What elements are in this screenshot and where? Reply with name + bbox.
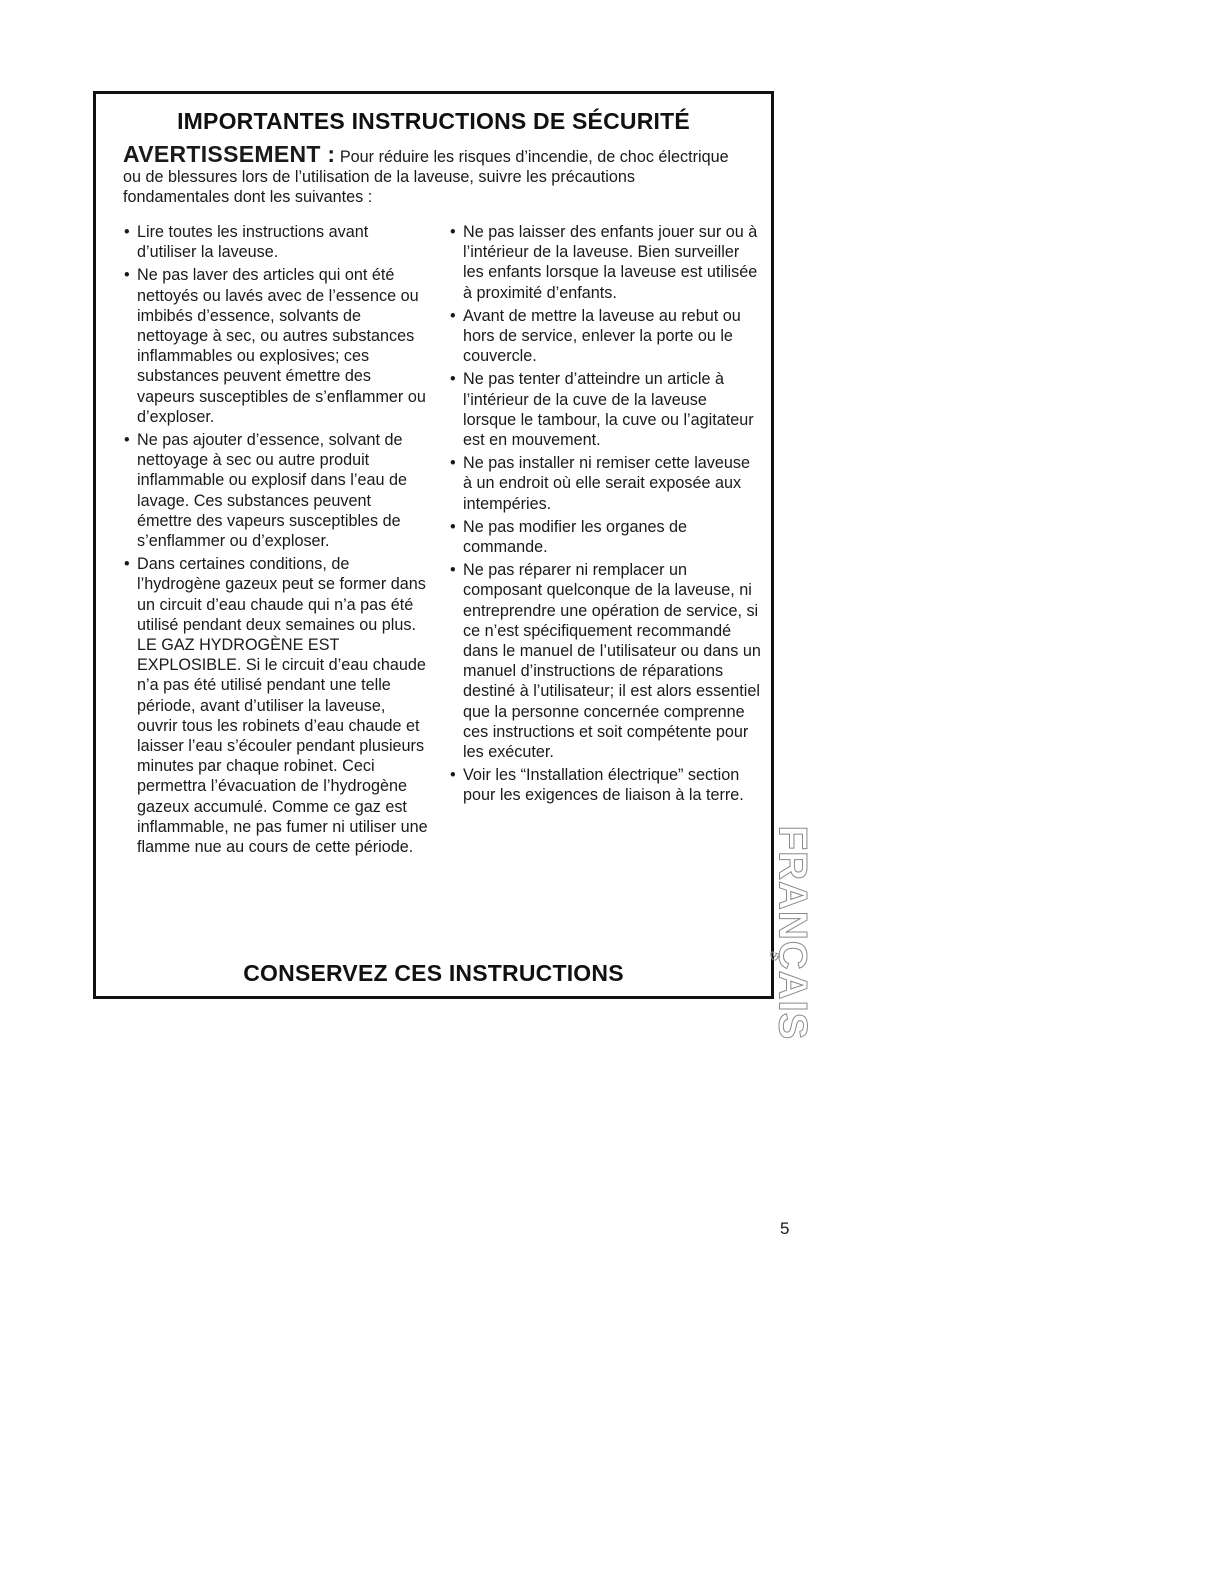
- list-item-text: Ne pas modifier les organes de commande.: [463, 517, 688, 557]
- bullet-icon: •: [450, 370, 456, 389]
- warning-text: Pour réduire les risques d’incendie, de choc électrique ou de blessures lors de l’utilisation de la laveuse, suivre les précautions fondamentales dont les suivantes :: [123, 148, 729, 206]
- list-item: [123, 430, 428, 551]
- list-item: [449, 306, 761, 367]
- list-item-text: Ne pas réparer ni remplacer un composant quelconque de la laveuse, ni entreprendre une opération de service, si ce n’est spécifiquement recommandé dans le manuel de l’utilisateur ou dans un manuel d’instructions de réparations destiné à l’utilisateur; il est alors essentiel que la personne concernée comprenne ces instructions et soit compétente pour les exécuter.: [463, 561, 761, 762]
- bullet-icon: •: [450, 766, 456, 785]
- bullet-icon: •: [124, 223, 130, 241]
- bullet-icon: •: [124, 555, 130, 574]
- list-item-text: Voir les “Installation électrique” section pour les exigences de liaison à la terre.: [463, 766, 744, 805]
- bullet-icon: •: [450, 561, 456, 580]
- right-instruction-list: [449, 222, 761, 809]
- list-item-text: Ne pas laisser des enfants jouer sur ou à l’intérieur de la laveuse. Bien surveiller les enfants lorsque la laveuse est utilisée à proximité d’enfants.: [463, 223, 758, 302]
- list-item-text: Dans certaines conditions, de l’hydrogène gazeux peut se former dans un circuit d’eau chaude qui n’a pas été utilisé pendant deux semaines ou plus. LE GAZ HYDROGÈNE EST EXPLOSIBLE. Si le circuit d’eau chaude n’a pas été utilisé pendant une telle période, avant d’utiliser la laveuse, ouvrir tous les robinets d’eau chaude et laisser l’eau s’écouler pendant plusieurs minutes par chaque robinet. Ceci permettra l’évacuation de l’hydrogène gazeux accumulé. Comme ce gaz est inflammable, ne pas fumer ni utiliser une flamme nue au cours de cette période.: [137, 555, 428, 857]
- list-item: [123, 554, 428, 857]
- list-item: [449, 453, 761, 514]
- bullet-icon: •: [450, 223, 456, 241]
- warning-intro: [123, 141, 743, 207]
- list-item-text: Ne pas tenter d’atteindre un article à l’intérieur de la cuve de la laveuse lorsque le tambour, la cuve ou l’agitateur est en mouvement.: [463, 370, 754, 450]
- list-item: [449, 517, 761, 557]
- left-instruction-list: [123, 222, 428, 860]
- box-title: IMPORTANTES INSTRUCTIONS DE SÉCURITÉ: [177, 108, 690, 134]
- language-tab-label: FRANÇAIS: [770, 825, 815, 1041]
- box-footer: CONSERVEZ CES INSTRUCTIONS: [243, 960, 624, 986]
- bullet-icon: •: [450, 517, 456, 536]
- list-item-text: Lire toutes les instructions avant d’utiliser la laveuse.: [137, 223, 369, 262]
- bullet-icon: •: [124, 431, 130, 450]
- bullet-icon: •: [450, 454, 456, 473]
- safety-instructions-box: [93, 91, 774, 999]
- list-item-text: Ne pas ajouter d’essence, solvant de nettoyage à sec ou autre produit inflammable ou explosif dans l’eau de lavage. Ces substances peuvent émettre des vapeurs susceptibles de s’enflammer ou d’exploser.: [137, 431, 407, 551]
- list-item: [123, 222, 428, 262]
- language-side-tab: [770, 825, 815, 1041]
- list-item: [123, 265, 428, 427]
- bullet-icon: •: [450, 306, 456, 325]
- list-item: [449, 222, 761, 303]
- page-number: 5: [780, 1219, 790, 1238]
- bullet-icon: •: [124, 266, 130, 285]
- list-item: [449, 765, 761, 805]
- list-item-text: Ne pas installer ni remiser cette laveuse à un endroit où elle serait exposée aux intempéries.: [463, 454, 751, 513]
- list-item-text: Avant de mettre la laveuse au rebut ou hors de service, enlever la porte ou le couvercle.: [463, 306, 741, 366]
- list-item: [449, 369, 761, 450]
- warning-word: AVERTISSEMENT :: [123, 141, 336, 167]
- list-item-text: Ne pas laver des articles qui ont été nettoyés ou lavés avec de l’essence ou imbibés d’essence, solvants de nettoyage à sec, ou autres substances inflammables ou explosives; ces substances peuvent émettre des vapeurs susceptibles de s’enflammer ou d’exploser.: [137, 266, 426, 426]
- list-item: [449, 560, 761, 762]
